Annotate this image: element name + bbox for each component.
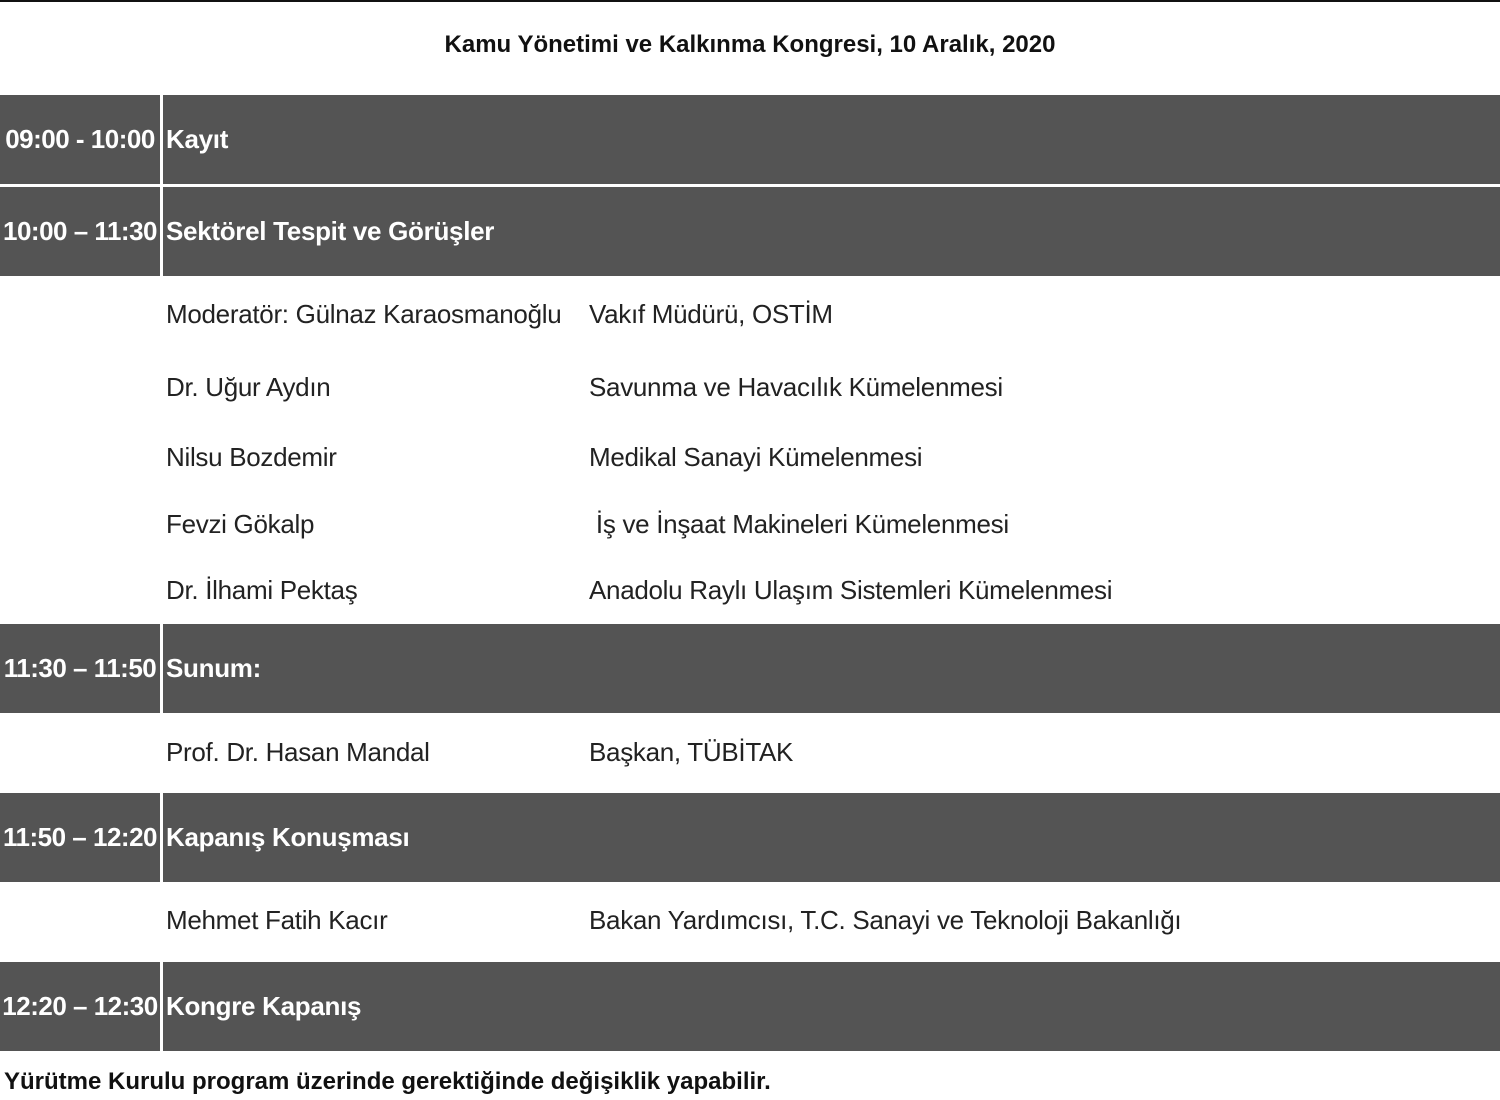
session-band-presentation bbox=[0, 624, 1500, 713]
session-title: Kongre Kapanış bbox=[166, 991, 362, 1021]
speaker-name: Dr. Uğur Aydın bbox=[166, 372, 331, 402]
session-band-closing-speech bbox=[0, 793, 1500, 882]
speaker-name: Nilsu Bozdemir bbox=[166, 442, 337, 472]
speaker-role: Medikal Sanayi Kümelenmesi bbox=[589, 442, 923, 472]
session-time: 11:30 – 11:50 bbox=[3, 653, 157, 683]
column-divider bbox=[160, 793, 163, 882]
column-divider bbox=[160, 624, 163, 713]
speaker-role: Vakıf Müdürü, OSTİM bbox=[589, 299, 833, 329]
session-title: Kapanış Konuşması bbox=[166, 822, 410, 852]
speaker-row bbox=[0, 506, 1500, 542]
session-time: 10:00 – 11:30 bbox=[3, 216, 157, 246]
session-title: Sektörel Tespit ve Görüşler bbox=[166, 216, 495, 246]
speaker-name: Prof. Dr. Hasan Mandal bbox=[166, 737, 430, 767]
speaker-name: Fevzi Gökalp bbox=[166, 509, 315, 539]
speaker-role: Anadolu Raylı Ulaşım Sistemleri Kümelenmesi bbox=[589, 575, 1113, 605]
footer-note: Yürütme Kurulu program üzerinde gerektiğinde değişiklik yapabilir. bbox=[4, 1068, 771, 1095]
speaker-row bbox=[0, 902, 1500, 938]
speaker-role: Savunma ve Havacılık Kümelenmesi bbox=[589, 372, 1003, 402]
session-band-congress-closing bbox=[0, 962, 1500, 1051]
column-divider bbox=[160, 187, 163, 276]
speaker-role: Başkan, TÜBİTAK bbox=[589, 737, 794, 767]
session-title: Kayıt bbox=[166, 124, 229, 154]
session-time: 11:50 – 12:20 bbox=[3, 822, 157, 852]
session-band-registration bbox=[0, 95, 1500, 184]
column-divider bbox=[160, 95, 163, 184]
speaker-row bbox=[0, 439, 1500, 475]
session-time: 12:20 – 12:30 bbox=[2, 991, 158, 1021]
column-divider bbox=[160, 962, 163, 1051]
speaker-name: Dr. İlhami Pektaş bbox=[166, 575, 358, 605]
speaker-row bbox=[0, 296, 1500, 332]
session-time: 09:00 - 10:00 bbox=[5, 124, 155, 154]
speaker-row bbox=[0, 369, 1500, 405]
speaker-name: Mehmet Fatih Kacır bbox=[166, 905, 388, 935]
document-title: Kamu Yönetimi ve Kalkınma Kongresi, 10 Aralık, 2020 bbox=[444, 31, 1056, 58]
top-rule bbox=[0, 0, 1500, 2]
session-title: Sunum: bbox=[166, 653, 261, 683]
session-band-sectoral bbox=[0, 187, 1500, 276]
speaker-row bbox=[0, 572, 1500, 608]
speaker-name: Moderatör: Gülnaz Karaosmanoğlu bbox=[166, 299, 562, 329]
speaker-row bbox=[0, 734, 1500, 770]
speaker-role: İş ve İnşaat Makineleri Kümelenmesi bbox=[589, 509, 1009, 539]
speaker-role: Bakan Yardımcısı, T.C. Sanayi ve Teknoloji Bakanlığı bbox=[589, 905, 1182, 935]
